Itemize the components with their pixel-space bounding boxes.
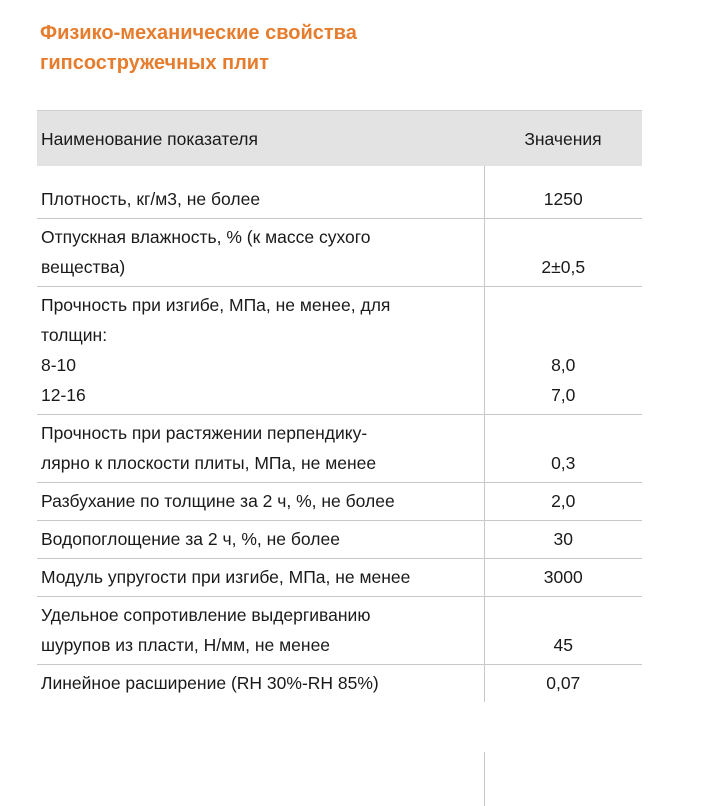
- row-name-line: шурупов из пласти, Н/мм, не менее: [41, 635, 331, 655]
- row-name-line: толщин:: [41, 325, 108, 345]
- row-value-line: 2,0: [551, 491, 576, 511]
- row-name-line: лярно к плоскости плиты, МПа, не менее: [41, 453, 377, 473]
- table-row: [37, 483, 642, 521]
- table-row: [37, 597, 642, 665]
- row-name-line: 12-16: [41, 385, 86, 405]
- row-value-line: 0,3: [551, 453, 576, 473]
- table-row: [37, 665, 642, 703]
- row-name: [37, 483, 484, 521]
- header-name: Наименование показателя: [37, 111, 484, 167]
- row-value-line: 2±0,5: [541, 257, 586, 277]
- table-row: [37, 287, 642, 415]
- table-row: [37, 219, 642, 287]
- table-row: [37, 559, 642, 597]
- row-name-line: Водопоглощение за 2 ч, %, не более: [41, 529, 340, 549]
- row-value: [484, 559, 642, 597]
- title-line-1: Физико-механические свойства: [40, 22, 357, 44]
- row-value-line: 1250: [543, 189, 583, 209]
- page-title: [40, 18, 640, 78]
- row-name-line: Разбухание по толщине за 2 ч, %, не более: [41, 491, 395, 511]
- table-row: [37, 521, 642, 559]
- row-value: [484, 597, 642, 665]
- table-row: [37, 415, 642, 483]
- row-name: [37, 665, 484, 703]
- row-name: [37, 166, 484, 219]
- table-row: [37, 166, 642, 219]
- row-name: [37, 415, 484, 483]
- row-value-line: 8,0: [551, 355, 576, 375]
- row-value: [484, 166, 642, 219]
- row-value: [484, 665, 642, 703]
- row-name: [37, 287, 484, 415]
- row-name: [37, 521, 484, 559]
- column-divider-tail: [484, 752, 485, 806]
- row-value-line: 7,0: [551, 385, 576, 405]
- properties-table: [37, 110, 642, 702]
- row-value: [484, 415, 642, 483]
- row-name-line: Линейное расширение (RH 30%-RH 85%): [41, 673, 379, 693]
- row-value-line: 3000: [543, 567, 583, 587]
- row-name-line: Удельное сопротивление выдергиванию: [41, 605, 371, 625]
- row-name: [37, 597, 484, 665]
- table-header-row: [37, 111, 642, 167]
- row-value: [484, 521, 642, 559]
- row-value-line: 30: [553, 529, 573, 549]
- row-name-line: Прочность при растяжении перпендику-: [41, 423, 368, 443]
- row-value: [484, 219, 642, 287]
- row-name-line: Плотность, кг/м3, не более: [41, 189, 261, 209]
- row-value: [484, 483, 642, 521]
- row-name-line: Модуль упругости при изгибе, МПа, не менее: [41, 567, 411, 587]
- properties-table-container: [37, 110, 642, 702]
- title-line-2: гипсостружечных плит: [40, 52, 269, 74]
- row-value-line: 0,07: [546, 673, 581, 693]
- header-value: Значения: [484, 111, 642, 167]
- row-value: [484, 287, 642, 415]
- row-name-line: вещества): [41, 257, 126, 277]
- row-name-line: Отпускная влажность, % (к массе сухого: [41, 227, 371, 247]
- row-name-line: 8-10: [41, 355, 77, 375]
- row-name: [37, 219, 484, 287]
- row-name-line: Прочность при изгибе, МПа, не менее, для: [41, 295, 391, 315]
- row-name: [37, 559, 484, 597]
- row-value-line: 45: [553, 635, 573, 655]
